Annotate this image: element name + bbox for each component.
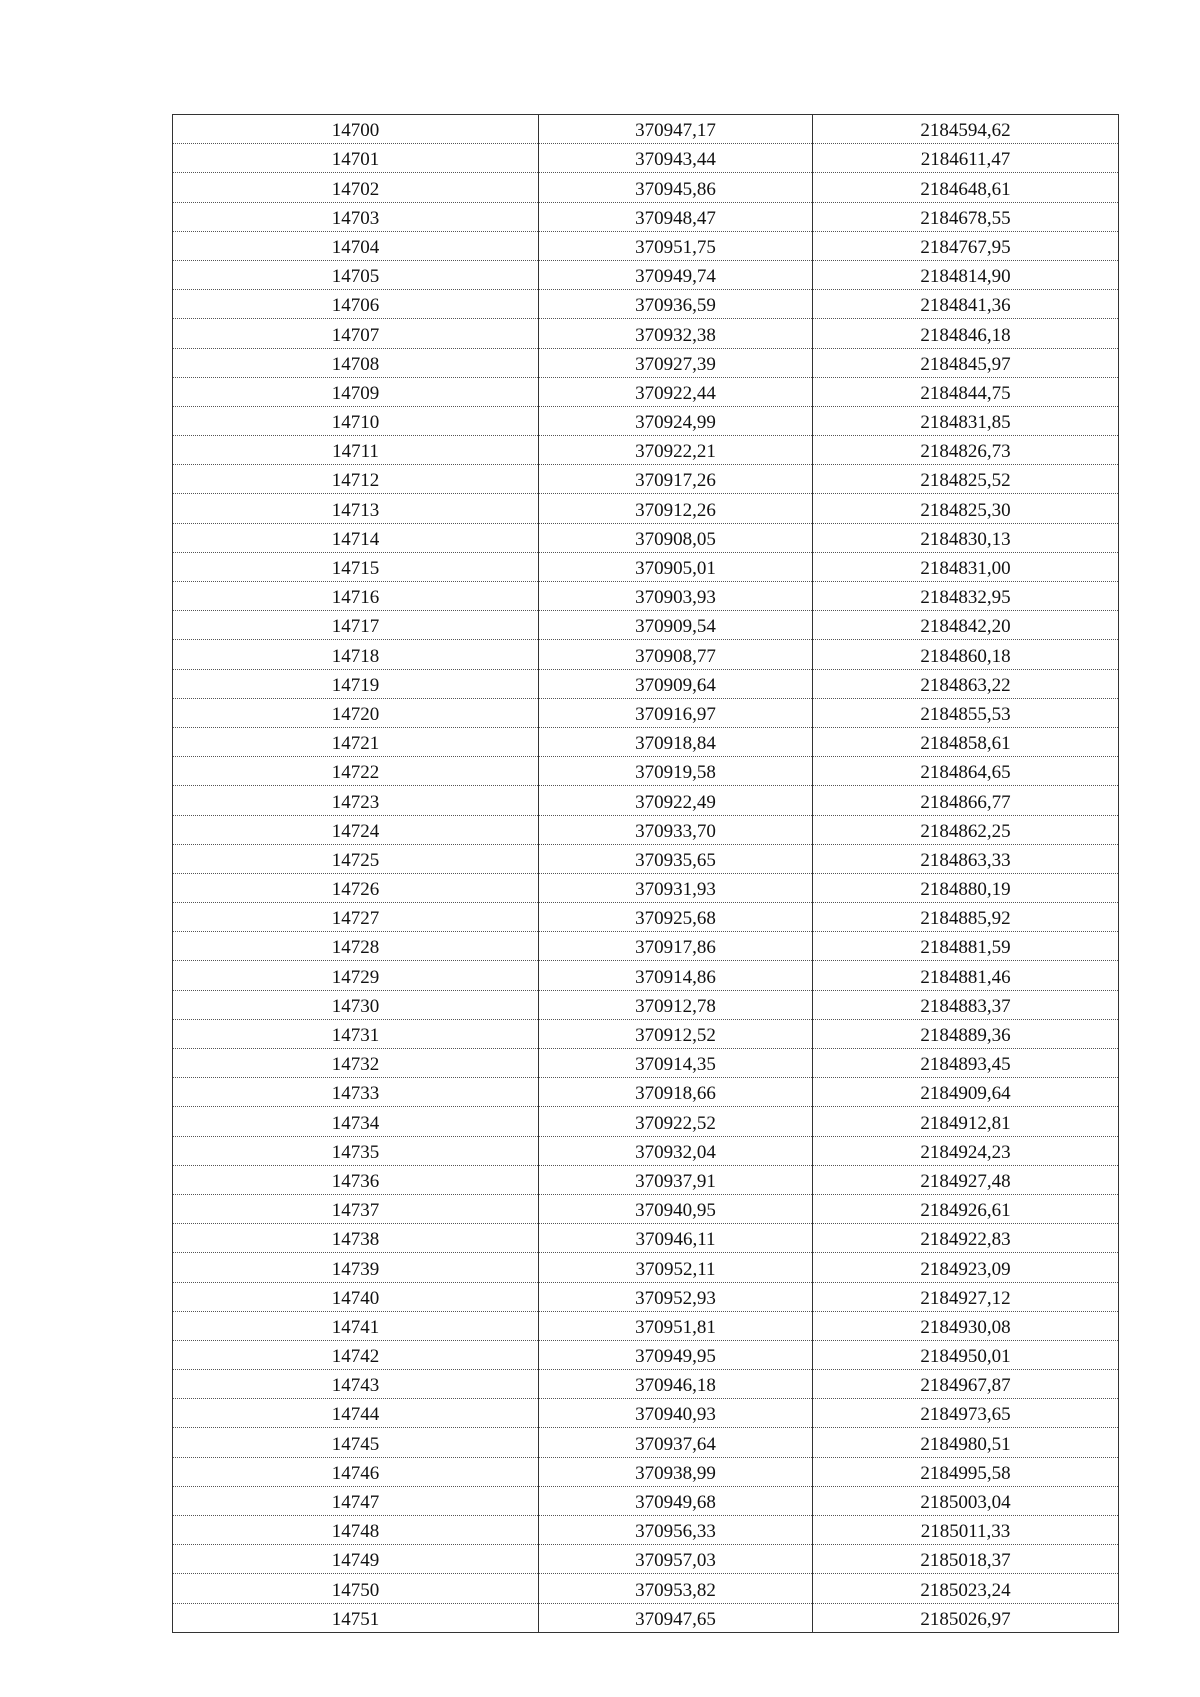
x-coordinate-cell: 370924,99 bbox=[539, 406, 813, 435]
x-coordinate-cell: 370909,54 bbox=[539, 611, 813, 640]
y-coordinate-cell: 2184858,61 bbox=[813, 727, 1119, 756]
x-coordinate-cell: 370917,86 bbox=[539, 932, 813, 961]
x-coordinate-cell: 370927,39 bbox=[539, 348, 813, 377]
x-coordinate-cell: 370917,26 bbox=[539, 465, 813, 494]
y-coordinate-cell: 2184893,45 bbox=[813, 1049, 1119, 1078]
table-row bbox=[173, 961, 1119, 990]
x-coordinate-cell: 370946,18 bbox=[539, 1370, 813, 1399]
table-row bbox=[173, 1486, 1119, 1515]
x-coordinate-cell: 370933,70 bbox=[539, 815, 813, 844]
table-row bbox=[173, 903, 1119, 932]
x-coordinate-cell: 370914,35 bbox=[539, 1049, 813, 1078]
table-row bbox=[173, 1136, 1119, 1165]
table-row bbox=[173, 494, 1119, 523]
coordinates-table bbox=[172, 114, 1119, 1633]
y-coordinate-cell: 2184825,52 bbox=[813, 465, 1119, 494]
x-coordinate-cell: 370909,64 bbox=[539, 669, 813, 698]
x-coordinate-cell: 370922,21 bbox=[539, 436, 813, 465]
y-coordinate-cell: 2184830,13 bbox=[813, 523, 1119, 552]
x-coordinate-cell: 370912,26 bbox=[539, 494, 813, 523]
point-number-cell: 14701 bbox=[173, 144, 539, 173]
point-number-cell: 14740 bbox=[173, 1282, 539, 1311]
y-coordinate-cell: 2185023,24 bbox=[813, 1574, 1119, 1603]
x-coordinate-cell: 370918,84 bbox=[539, 727, 813, 756]
x-coordinate-cell: 370922,52 bbox=[539, 1107, 813, 1136]
x-coordinate-cell: 370905,01 bbox=[539, 552, 813, 581]
table-row bbox=[173, 1399, 1119, 1428]
x-coordinate-cell: 370951,75 bbox=[539, 231, 813, 260]
point-number-cell: 14725 bbox=[173, 844, 539, 873]
point-number-cell: 14722 bbox=[173, 757, 539, 786]
point-number-cell: 14734 bbox=[173, 1107, 539, 1136]
point-number-cell: 14726 bbox=[173, 873, 539, 902]
point-number-cell: 14708 bbox=[173, 348, 539, 377]
y-coordinate-cell: 2184967,87 bbox=[813, 1370, 1119, 1399]
y-coordinate-cell: 2184863,22 bbox=[813, 669, 1119, 698]
point-number-cell: 14746 bbox=[173, 1457, 539, 1486]
y-coordinate-cell: 2185026,97 bbox=[813, 1603, 1119, 1632]
table-row bbox=[173, 1194, 1119, 1223]
point-number-cell: 14745 bbox=[173, 1428, 539, 1457]
x-coordinate-cell: 370908,77 bbox=[539, 640, 813, 669]
y-coordinate-cell: 2184678,55 bbox=[813, 202, 1119, 231]
point-number-cell: 14739 bbox=[173, 1253, 539, 1282]
table-row bbox=[173, 348, 1119, 377]
table-row bbox=[173, 552, 1119, 581]
x-coordinate-cell: 370953,82 bbox=[539, 1574, 813, 1603]
y-coordinate-cell: 2184825,30 bbox=[813, 494, 1119, 523]
point-number-cell: 14724 bbox=[173, 815, 539, 844]
table-row bbox=[173, 1019, 1119, 1048]
y-coordinate-cell: 2184863,33 bbox=[813, 844, 1119, 873]
y-coordinate-cell: 2184909,64 bbox=[813, 1078, 1119, 1107]
point-number-cell: 14714 bbox=[173, 523, 539, 552]
table-row bbox=[173, 1457, 1119, 1486]
table-row bbox=[173, 231, 1119, 260]
y-coordinate-cell: 2184844,75 bbox=[813, 377, 1119, 406]
point-number-cell: 14720 bbox=[173, 698, 539, 727]
point-number-cell: 14705 bbox=[173, 260, 539, 289]
x-coordinate-cell: 370957,03 bbox=[539, 1545, 813, 1574]
point-number-cell: 14737 bbox=[173, 1194, 539, 1223]
y-coordinate-cell: 2184881,59 bbox=[813, 932, 1119, 961]
table-row bbox=[173, 786, 1119, 815]
x-coordinate-cell: 370908,05 bbox=[539, 523, 813, 552]
point-number-cell: 14710 bbox=[173, 406, 539, 435]
y-coordinate-cell: 2184648,61 bbox=[813, 173, 1119, 202]
table-row bbox=[173, 260, 1119, 289]
point-number-cell: 14721 bbox=[173, 727, 539, 756]
y-coordinate-cell: 2184832,95 bbox=[813, 582, 1119, 611]
x-coordinate-cell: 370922,49 bbox=[539, 786, 813, 815]
y-coordinate-cell: 2185011,33 bbox=[813, 1516, 1119, 1545]
x-coordinate-cell: 370940,93 bbox=[539, 1399, 813, 1428]
x-coordinate-cell: 370914,86 bbox=[539, 961, 813, 990]
x-coordinate-cell: 370945,86 bbox=[539, 173, 813, 202]
y-coordinate-cell: 2184889,36 bbox=[813, 1019, 1119, 1048]
y-coordinate-cell: 2184923,09 bbox=[813, 1253, 1119, 1282]
y-coordinate-cell: 2184980,51 bbox=[813, 1428, 1119, 1457]
y-coordinate-cell: 2184842,20 bbox=[813, 611, 1119, 640]
x-coordinate-cell: 370943,44 bbox=[539, 144, 813, 173]
table-row bbox=[173, 115, 1119, 144]
table-row bbox=[173, 290, 1119, 319]
x-coordinate-cell: 370916,97 bbox=[539, 698, 813, 727]
x-coordinate-cell: 370952,11 bbox=[539, 1253, 813, 1282]
point-number-cell: 14736 bbox=[173, 1165, 539, 1194]
point-number-cell: 14742 bbox=[173, 1340, 539, 1369]
table-row bbox=[173, 757, 1119, 786]
table-row bbox=[173, 815, 1119, 844]
x-coordinate-cell: 370903,93 bbox=[539, 582, 813, 611]
x-coordinate-cell: 370935,65 bbox=[539, 844, 813, 873]
point-number-cell: 14735 bbox=[173, 1136, 539, 1165]
y-coordinate-cell: 2184855,53 bbox=[813, 698, 1119, 727]
x-coordinate-cell: 370949,95 bbox=[539, 1340, 813, 1369]
y-coordinate-cell: 2184864,65 bbox=[813, 757, 1119, 786]
point-number-cell: 14703 bbox=[173, 202, 539, 231]
table-row bbox=[173, 727, 1119, 756]
point-number-cell: 14713 bbox=[173, 494, 539, 523]
table-row bbox=[173, 990, 1119, 1019]
table-row bbox=[173, 465, 1119, 494]
point-number-cell: 14715 bbox=[173, 552, 539, 581]
x-coordinate-cell: 370949,74 bbox=[539, 260, 813, 289]
y-coordinate-cell: 2184973,65 bbox=[813, 1399, 1119, 1428]
table-row bbox=[173, 1516, 1119, 1545]
x-coordinate-cell: 370956,33 bbox=[539, 1516, 813, 1545]
table-row bbox=[173, 698, 1119, 727]
y-coordinate-cell: 2184767,95 bbox=[813, 231, 1119, 260]
table-row bbox=[173, 1049, 1119, 1078]
table-row bbox=[173, 436, 1119, 465]
point-number-cell: 14711 bbox=[173, 436, 539, 465]
x-coordinate-cell: 370947,17 bbox=[539, 115, 813, 144]
table-row bbox=[173, 406, 1119, 435]
y-coordinate-cell: 2184860,18 bbox=[813, 640, 1119, 669]
point-number-cell: 14748 bbox=[173, 1516, 539, 1545]
table-row bbox=[173, 1370, 1119, 1399]
table-row bbox=[173, 1428, 1119, 1457]
x-coordinate-cell: 370937,91 bbox=[539, 1165, 813, 1194]
point-number-cell: 14750 bbox=[173, 1574, 539, 1603]
y-coordinate-cell: 2185018,37 bbox=[813, 1545, 1119, 1574]
coordinates-table-body bbox=[173, 115, 1119, 1633]
table-row bbox=[173, 873, 1119, 902]
y-coordinate-cell: 2184814,90 bbox=[813, 260, 1119, 289]
point-number-cell: 14749 bbox=[173, 1545, 539, 1574]
table-row bbox=[173, 1545, 1119, 1574]
table-row bbox=[173, 640, 1119, 669]
point-number-cell: 14751 bbox=[173, 1603, 539, 1632]
table-row bbox=[173, 319, 1119, 348]
table-row bbox=[173, 1253, 1119, 1282]
table-row bbox=[173, 377, 1119, 406]
x-coordinate-cell: 370932,38 bbox=[539, 319, 813, 348]
table-row bbox=[173, 1282, 1119, 1311]
x-coordinate-cell: 370949,68 bbox=[539, 1486, 813, 1515]
x-coordinate-cell: 370931,93 bbox=[539, 873, 813, 902]
table-row bbox=[173, 1078, 1119, 1107]
x-coordinate-cell: 370947,65 bbox=[539, 1603, 813, 1632]
y-coordinate-cell: 2184881,46 bbox=[813, 961, 1119, 990]
x-coordinate-cell: 370946,11 bbox=[539, 1224, 813, 1253]
point-number-cell: 14743 bbox=[173, 1370, 539, 1399]
table-row bbox=[173, 611, 1119, 640]
table-row bbox=[173, 932, 1119, 961]
point-number-cell: 14717 bbox=[173, 611, 539, 640]
point-number-cell: 14738 bbox=[173, 1224, 539, 1253]
y-coordinate-cell: 2184995,58 bbox=[813, 1457, 1119, 1486]
y-coordinate-cell: 2185003,04 bbox=[813, 1486, 1119, 1515]
y-coordinate-cell: 2184831,00 bbox=[813, 552, 1119, 581]
point-number-cell: 14707 bbox=[173, 319, 539, 348]
table-row bbox=[173, 202, 1119, 231]
x-coordinate-cell: 370940,95 bbox=[539, 1194, 813, 1223]
table-row bbox=[173, 1311, 1119, 1340]
table-row bbox=[173, 1603, 1119, 1632]
point-number-cell: 14709 bbox=[173, 377, 539, 406]
table-row bbox=[173, 1107, 1119, 1136]
y-coordinate-cell: 2184950,01 bbox=[813, 1340, 1119, 1369]
point-number-cell: 14704 bbox=[173, 231, 539, 260]
table-row bbox=[173, 582, 1119, 611]
x-coordinate-cell: 370912,78 bbox=[539, 990, 813, 1019]
y-coordinate-cell: 2184611,47 bbox=[813, 144, 1119, 173]
y-coordinate-cell: 2184831,85 bbox=[813, 406, 1119, 435]
point-number-cell: 14718 bbox=[173, 640, 539, 669]
point-number-cell: 14702 bbox=[173, 173, 539, 202]
point-number-cell: 14730 bbox=[173, 990, 539, 1019]
y-coordinate-cell: 2184927,12 bbox=[813, 1282, 1119, 1311]
x-coordinate-cell: 370948,47 bbox=[539, 202, 813, 231]
y-coordinate-cell: 2184866,77 bbox=[813, 786, 1119, 815]
point-number-cell: 14723 bbox=[173, 786, 539, 815]
y-coordinate-cell: 2184924,23 bbox=[813, 1136, 1119, 1165]
y-coordinate-cell: 2184880,19 bbox=[813, 873, 1119, 902]
point-number-cell: 14747 bbox=[173, 1486, 539, 1515]
y-coordinate-cell: 2184912,81 bbox=[813, 1107, 1119, 1136]
x-coordinate-cell: 370938,99 bbox=[539, 1457, 813, 1486]
point-number-cell: 14729 bbox=[173, 961, 539, 990]
point-number-cell: 14712 bbox=[173, 465, 539, 494]
y-coordinate-cell: 2184927,48 bbox=[813, 1165, 1119, 1194]
point-number-cell: 14731 bbox=[173, 1019, 539, 1048]
point-number-cell: 14700 bbox=[173, 115, 539, 144]
table-row bbox=[173, 1224, 1119, 1253]
y-coordinate-cell: 2184862,25 bbox=[813, 815, 1119, 844]
point-number-cell: 14728 bbox=[173, 932, 539, 961]
table-row bbox=[173, 523, 1119, 552]
point-number-cell: 14706 bbox=[173, 290, 539, 319]
table-row bbox=[173, 844, 1119, 873]
x-coordinate-cell: 370936,59 bbox=[539, 290, 813, 319]
point-number-cell: 14716 bbox=[173, 582, 539, 611]
y-coordinate-cell: 2184845,97 bbox=[813, 348, 1119, 377]
x-coordinate-cell: 370912,52 bbox=[539, 1019, 813, 1048]
point-number-cell: 14719 bbox=[173, 669, 539, 698]
y-coordinate-cell: 2184841,36 bbox=[813, 290, 1119, 319]
x-coordinate-cell: 370922,44 bbox=[539, 377, 813, 406]
y-coordinate-cell: 2184883,37 bbox=[813, 990, 1119, 1019]
y-coordinate-cell: 2184922,83 bbox=[813, 1224, 1119, 1253]
y-coordinate-cell: 2184826,73 bbox=[813, 436, 1119, 465]
y-coordinate-cell: 2184885,92 bbox=[813, 903, 1119, 932]
point-number-cell: 14727 bbox=[173, 903, 539, 932]
table-row bbox=[173, 144, 1119, 173]
y-coordinate-cell: 2184846,18 bbox=[813, 319, 1119, 348]
x-coordinate-cell: 370952,93 bbox=[539, 1282, 813, 1311]
x-coordinate-cell: 370937,64 bbox=[539, 1428, 813, 1457]
table-row bbox=[173, 1165, 1119, 1194]
x-coordinate-cell: 370918,66 bbox=[539, 1078, 813, 1107]
point-number-cell: 14732 bbox=[173, 1049, 539, 1078]
point-number-cell: 14733 bbox=[173, 1078, 539, 1107]
x-coordinate-cell: 370925,68 bbox=[539, 903, 813, 932]
x-coordinate-cell: 370951,81 bbox=[539, 1311, 813, 1340]
table-row bbox=[173, 669, 1119, 698]
y-coordinate-cell: 2184594,62 bbox=[813, 115, 1119, 144]
table-row bbox=[173, 173, 1119, 202]
point-number-cell: 14741 bbox=[173, 1311, 539, 1340]
y-coordinate-cell: 2184926,61 bbox=[813, 1194, 1119, 1223]
table-row bbox=[173, 1340, 1119, 1369]
table-row bbox=[173, 1574, 1119, 1603]
y-coordinate-cell: 2184930,08 bbox=[813, 1311, 1119, 1340]
point-number-cell: 14744 bbox=[173, 1399, 539, 1428]
x-coordinate-cell: 370919,58 bbox=[539, 757, 813, 786]
x-coordinate-cell: 370932,04 bbox=[539, 1136, 813, 1165]
